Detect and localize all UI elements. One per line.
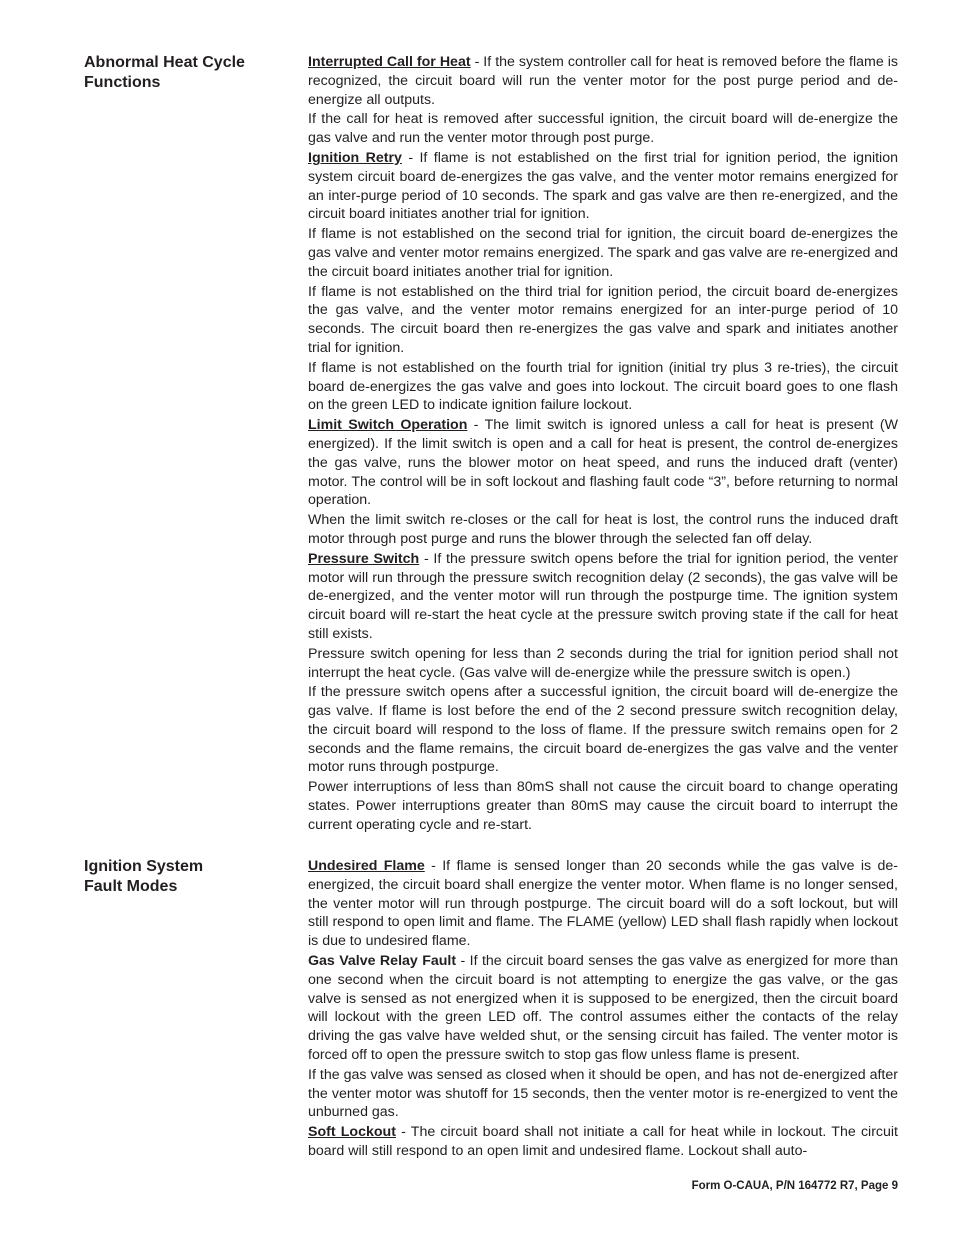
paragraph bbox=[308, 225, 898, 281]
paragraph bbox=[308, 645, 898, 683]
paragraph-text: If flame is not established on the second trial for ignition, the circuit board de-energizes the gas valve and venter motor remains energized. The spark and gas valve are re-energized and the circuit board initiates another trial for ignition. bbox=[308, 226, 898, 280]
paragraph-text: If the pressure switch opens after a successful ignition, the circuit board will de-energize the gas valve. If flame is lost before the end of the 2 second pressure switch recognition delay, the circuit board will respond to the loss of flame. If the pressure switch remains open for 2 seconds and the flame remains, the circuit board de-energizes the gas valve and the venter motor runs through postpurge. bbox=[308, 684, 898, 776]
paragraph-lead: Gas Valve Relay Fault bbox=[308, 952, 457, 969]
paragraph bbox=[308, 149, 898, 224]
paragraph bbox=[308, 857, 898, 951]
paragraph-text: - If flame is sensed longer than 20 seconds while the gas valve is de-energized, the circuit board shall energize the venter motor. When flame is no longer sensed, the venter motor will run through postpurge. The circuit board will do a soft lockout, but will still respond to open limit and flame. The FLAME (yellow) LED shall flash rapidly when lockout is due to undesired flame. bbox=[308, 858, 898, 950]
paragraph-text: - The limit switch is ignored unless a call for heat is present (W energized). If the limit switch is open and a call for heat is present, the control de-energizes the gas valve, runs the blower motor on heat speed, and runs the induced draft (venter) motor. The control will be in soft lockout and flashing fault code “3”, before returning to normal operation. bbox=[308, 417, 898, 509]
paragraph-lead: Interrupted Call for Heat bbox=[308, 54, 471, 70]
heading-line: Functions bbox=[84, 74, 161, 91]
paragraph bbox=[308, 778, 898, 834]
paragraph bbox=[308, 550, 898, 644]
paragraph bbox=[308, 952, 898, 1065]
paragraph-lead: Soft Lockout bbox=[308, 1124, 396, 1141]
paragraph-text: - If the circuit board senses the gas valve as energized for more than one second when the circuit board is not attempting to energize the gas valve, or the gas valve is sensed as not energized when it is supposed to be energized, then the circuit board will lockout with the green LED off. The control assumes either the contacts of the relay driving the gas valve have welded shut, or the sensing circuit has failed. The venter motor is forced off to open the pressure switch to stop gas flow unless flame is present. bbox=[308, 952, 898, 1063]
paragraph-text: Pressure switch opening for less than 2 seconds during the trial for ignition period shall not interrupt the heat cycle. (Gas valve will de-energize while the pressure switch is open.) bbox=[308, 645, 898, 681]
section-body bbox=[308, 53, 898, 836]
paragraph-lead: Limit Switch Operation bbox=[308, 417, 468, 434]
paragraph bbox=[308, 1066, 898, 1122]
paragraph bbox=[308, 283, 898, 358]
paragraph bbox=[308, 110, 898, 148]
paragraph-text: If the gas valve was sensed as closed when it should be open, and has not de-energized after the venter motor was shutoff for 15 seconds, then the venter motor is re-energized to vent the unburned gas. bbox=[308, 1066, 898, 1121]
heading-line: Fault Modes bbox=[84, 878, 178, 895]
paragraph-text: - If the pressure switch opens before the trial for ignition period, the venter motor will run through the pressure switch recognition delay (2 seconds), the gas valve will be de-energized, and the venter motor will run through the postpurge time. The ignition system circuit board will re-start the heat cycle at the pressure switch proving state if the call for heat still exists. bbox=[308, 550, 898, 642]
paragraph-lead: Ignition Retry bbox=[308, 149, 402, 166]
paragraph bbox=[308, 53, 898, 109]
paragraph bbox=[308, 359, 898, 415]
paragraph-text: If flame is not established on the third trial for ignition period, the circuit board de-energizes the gas valve, and the venter motor remains energized for an inter-purge period of 10 seconds. The circuit board then re-energizes the gas valve and spark and initiates another trial for ignition. bbox=[308, 283, 898, 356]
heading-line: Ignition System bbox=[84, 858, 204, 875]
section-heading bbox=[84, 857, 284, 897]
heading-line: Abnormal Heat Cycle bbox=[84, 54, 245, 71]
paragraph-lead: Undesired Flame bbox=[308, 858, 425, 874]
paragraph-text: When the limit switch re-closes or the call for heat is lost, the control runs the induced draft motor through post purge and runs the blower through the selected fan off delay. bbox=[308, 512, 898, 547]
paragraph-text: - If flame is not established on the first trial for ignition period, the ignition system circuit board de-energizes the gas valve, and the venter motor remains energized for an inter-purge period of 10 seconds. The spark and gas valve are then re-energized, and the circuit board initiates another trial for ignition. bbox=[308, 149, 898, 223]
section-body bbox=[308, 857, 898, 1162]
page-footer: Form O-CAUA, P/N 164772 R7, Page 9 bbox=[691, 1180, 898, 1192]
paragraph-text: If the call for heat is removed after successful ignition, the circuit board will de-energize the gas valve and run the venter motor through post purge. bbox=[308, 111, 898, 147]
paragraph bbox=[308, 416, 898, 510]
paragraph bbox=[308, 683, 898, 777]
paragraph bbox=[308, 1123, 898, 1161]
paragraph bbox=[308, 511, 898, 549]
paragraph-text: If flame is not established on the fourth trial for ignition (initial try plus 3 re-tries), the circuit board de-energizes the gas valve and goes into lockout. The circuit board goes to one flash on the green LED to indicate ignition failure lockout. bbox=[308, 359, 898, 414]
paragraph-text: Power interruptions of less than 80mS shall not cause the circuit board to change operating states. Power interruptions greater than 80mS may cause the circuit board to interrupt the current operating cycle and re-start. bbox=[308, 779, 898, 833]
section-heading bbox=[84, 53, 284, 93]
paragraph-text: - If the system controller call for heat is removed before the flame is recognized, the circuit board will run the venter motor for the post purge period and de-energize all outputs. bbox=[308, 54, 899, 108]
paragraph-text: - The circuit board shall not initiate a call for heat while in lockout. The circuit board will still respond to an open limit and undesired flame. Lockout shall auto- bbox=[308, 1124, 898, 1159]
paragraph-lead: Pressure Switch bbox=[308, 550, 420, 567]
